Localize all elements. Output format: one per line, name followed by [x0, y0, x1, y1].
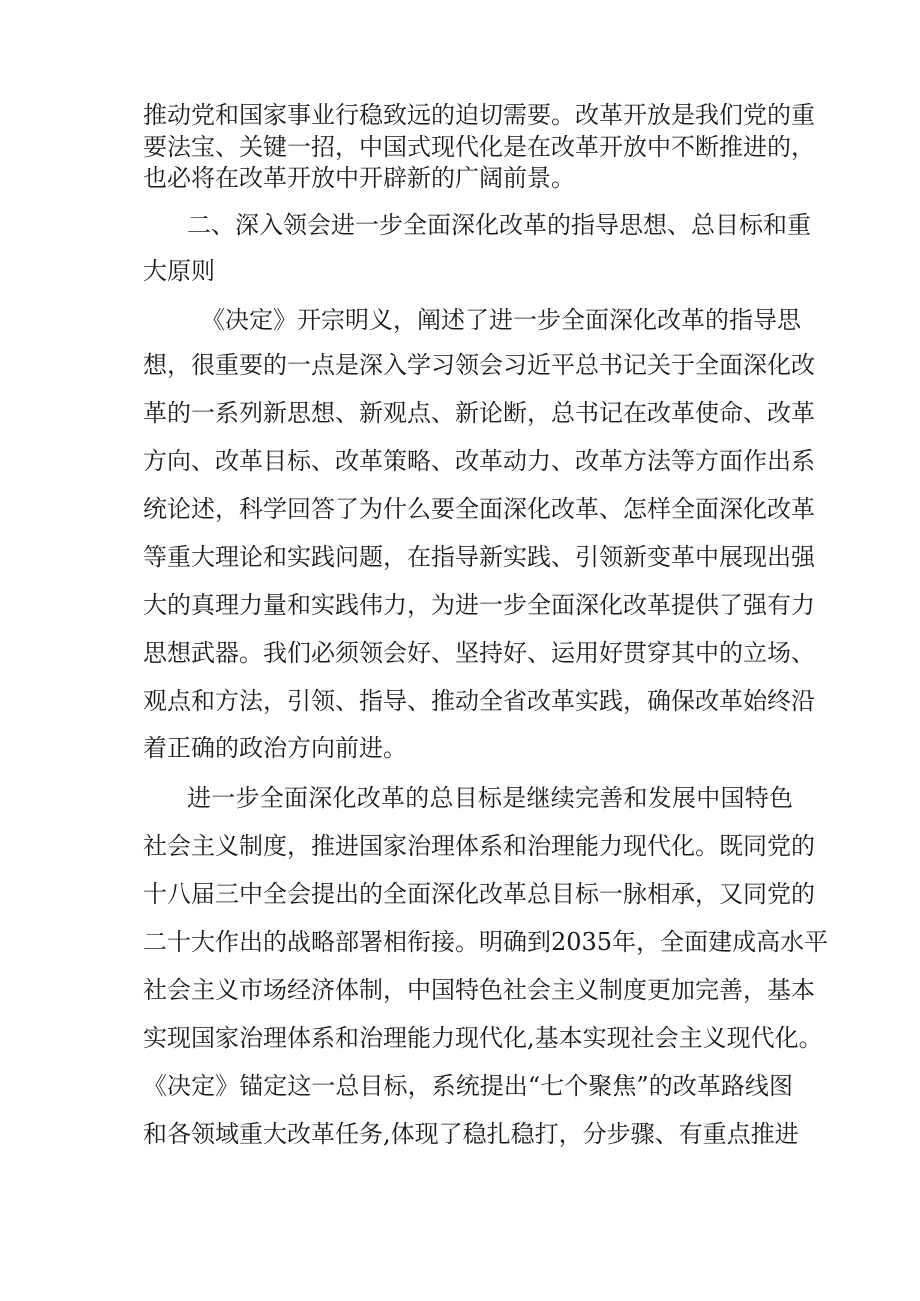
paragraph-line: 二十大作出的战略部署相衔接。明确到2035年，全面建成高水平 — [143, 928, 829, 956]
paragraph-line: 等重大理论和实践问题，在指导新实践、引领新变革中展现出强 — [143, 543, 815, 571]
paragraph-line: 思想武器。我们必须领会好、坚持好、运用好贯穿其中的立场、 — [143, 639, 815, 667]
paragraph-line: 大的真理力量和实践伟力，为进一步全面深化改革提供了强有力 — [143, 591, 815, 619]
paragraph-line: 也必将在改革开放中开辟新的广阔前景。 — [143, 164, 575, 192]
paragraph-line: 《决定》开宗明义，阐述了进一步全面深化改革的指导思 — [201, 306, 801, 334]
paragraph-line: 十八届三中全会提出的全面深化改革总目标一脉相承，又同党的 — [143, 880, 815, 908]
paragraph-line: 和各领域重大改革任务,体现了稳扎稳打，分步骤、有重点推进 — [143, 1120, 799, 1148]
paragraph-line: 方向、改革目标、改革策略、改革动力、改革方法等方面作出系 — [143, 447, 815, 475]
paragraph-line: 想，很重要的一点是深入学习领会习近平总书记关于全面深化改 — [143, 351, 815, 379]
paragraph-line: 着正确的政治方向前进。 — [143, 734, 407, 762]
paragraph-line: 社会主义市场经济体制，中国特色社会主义制度更加完善，基本 — [143, 976, 815, 1004]
paragraph-line: 实现国家治理体系和治理能力现代化,基本实现社会主义现代化。 — [143, 1024, 823, 1052]
paragraph-line: 进一步全面深化改革的总目标是继续完善和发展中国特色 — [187, 784, 793, 812]
paragraph-line: 《决定》锚定这一总目标，系统提出“七个聚焦”的改革路线图 — [143, 1072, 793, 1100]
section-heading-line: 大原则 — [143, 257, 215, 285]
paragraph-line: 要法宝、关键一招，中国式现代化是在改革开放中不断推进的， — [143, 133, 815, 161]
paragraph-line: 推动党和国家事业行稳致远的迫切需要。改革开放是我们党的重 — [143, 101, 815, 129]
section-heading-line: 二、深入领会进一步全面深化改革的指导思想、总目标和重 — [187, 211, 811, 239]
paragraph-line: 统论述，科学回答了为什么要全面深化改革、怎样全面深化改革 — [143, 495, 815, 523]
paragraph-line: 观点和方法，引领、指导、推动全省改革实践，确保改革始终沿 — [143, 687, 815, 715]
paragraph-line: 社会主义制度，推进国家治理体系和治理能力现代化。既同党的 — [143, 832, 815, 860]
paragraph-line: 革的一系列新思想、新观点、新论断，总书记在改革使命、改革 — [143, 399, 815, 427]
